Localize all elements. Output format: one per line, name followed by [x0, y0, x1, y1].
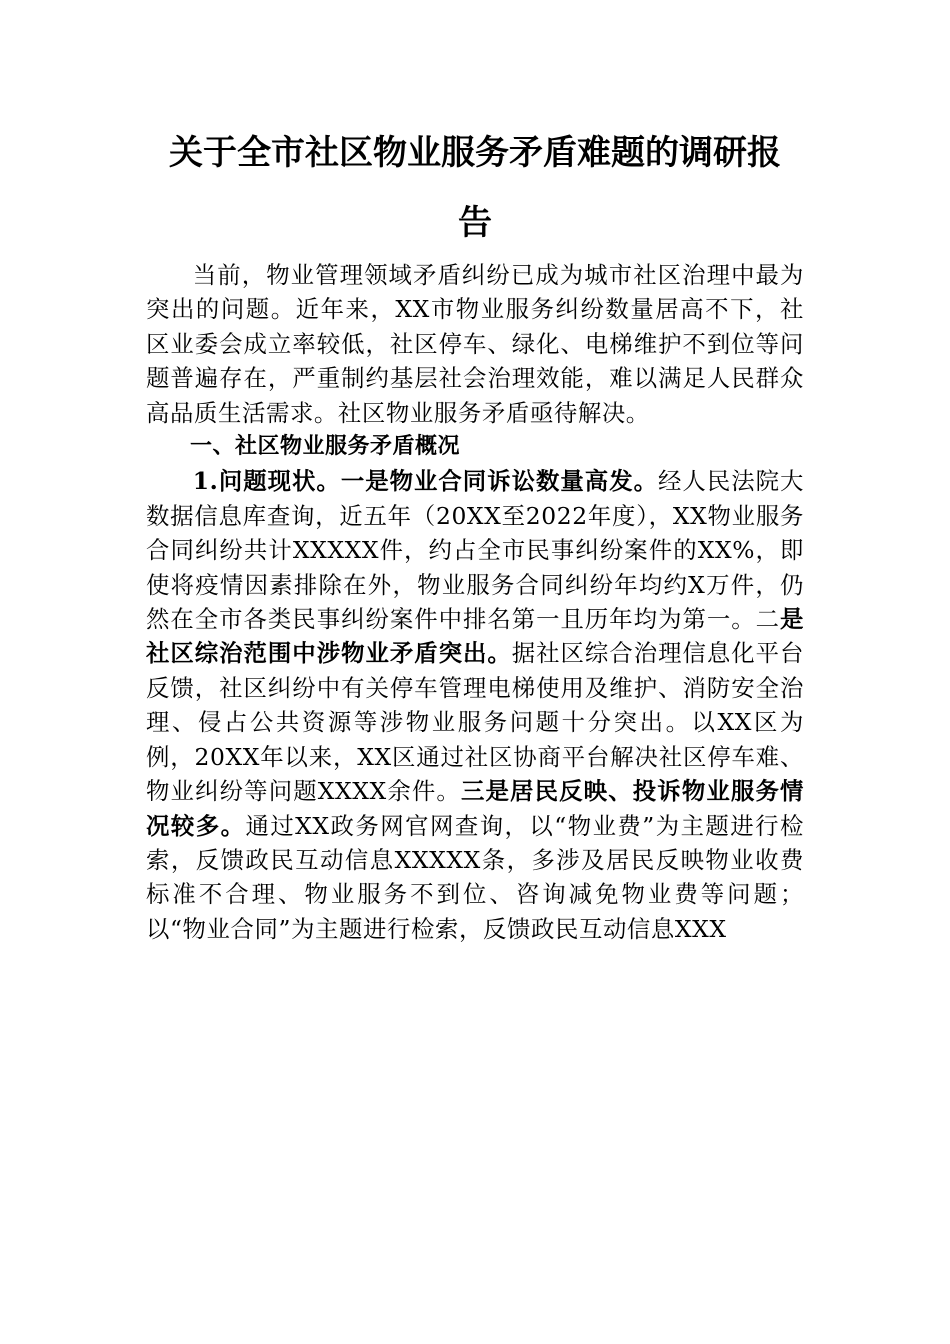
bold-point-2: 是社区综治范围中涉物业矛盾突出。 — [146, 605, 804, 668]
section-heading: 一、社区物业服务矛盾概况 — [190, 434, 461, 460]
intro-paragraph: 当前，物业管理领域矛盾纠纷已成为城市社区治理中最为突出的问题。近年来，XX市物业服务纠纷数量居高不下，社区业委会成立率较低，社区停车、绿化、电梯维护不到位等问题普遍存在，严重制约基层社会治理效能，难以满足人民群众高品质生活需求。社区物业服务矛盾亟待解决。 — [146, 261, 804, 427]
bold-point-3: 三是居民反映、投诉物业服务情况较多。 — [146, 777, 804, 840]
document-body — [146, 258, 804, 946]
point-1-text: 经人民法院大数据信息库查询，近五年（20XX至2022年度），XX物业服务合同纠纷共计XXXXX件，约占全市民事纠纷案件的XX%，即使将疫情因素排除在外，物业服务合同纠纷年均约X万件，仍然在全市各类民事纠纷案件中排名第一且历年均为第一。二 — [146, 467, 804, 634]
title-line-1: 关于全市社区物业服务矛盾难题的调研报 — [169, 133, 781, 173]
problem-status-paragraph — [146, 464, 804, 946]
point-2-text: 据社区综合治理信息化平台反馈，社区纠纷中有关停车管理电梯使用及维护、消防安全治理、侵占公共资源等涉物业服务问题十分突出。以XX区为例，20XX年以来，XX区通过社区协商平台解决社区停车难、物业纠纷等问题XXXX余件。 — [146, 639, 805, 806]
title-line-2: 告 — [458, 203, 492, 243]
document-title — [146, 118, 804, 258]
point-3-text: 通过XX政务网官网查询，以“物业费”为主题进行检索，反馈政民互动信息XXXXX条，多涉及居民反映物业收费标准不合理、物业服务不到位、咨询减免物业费等问题；以“物业合同”为主题进行检索，反馈政民互动信息XXX — [146, 811, 805, 943]
bold-point-1: 1.问题现状。一是物业合同诉讼数量高发。 — [192, 467, 659, 496]
